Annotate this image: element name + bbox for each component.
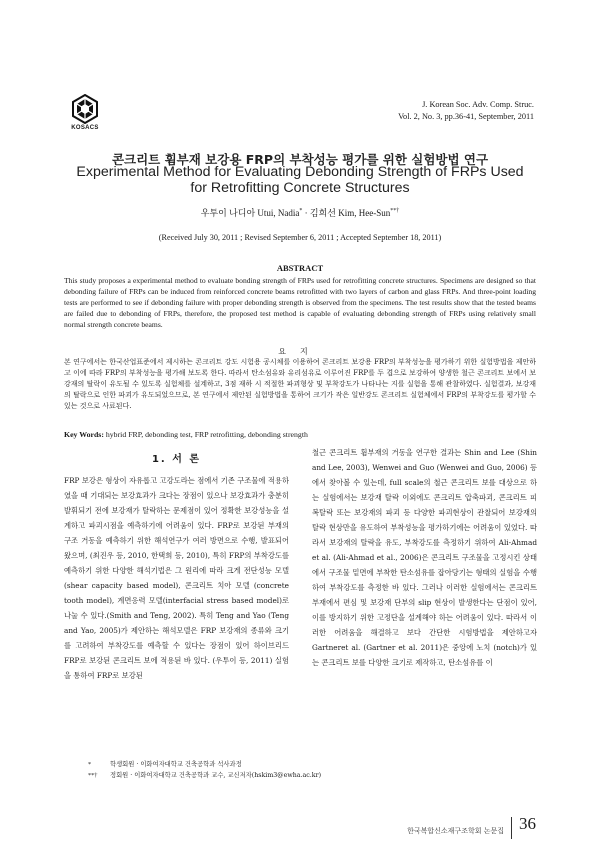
keywords-label: Key Words: — [64, 430, 104, 439]
footnote-text: 정회원 · 이화여자대학교 건축공학과 교수, 교신저자(hskim3@ewha.ac.kr) — [110, 771, 322, 779]
footnote-1 — [84, 760, 321, 771]
author-separator: · — [302, 208, 310, 218]
footnote-text: 학생회원 · 이화여자대학교 건축공학과 석사과정 — [110, 761, 242, 768]
abstract-heading: ABSTRACT — [276, 263, 324, 273]
journal-info — [398, 99, 534, 122]
author-1-mark: * — [299, 208, 303, 214]
footnote-mark: **† — [88, 771, 98, 779]
abstract-body: This study proposes a experimental method to evaluate bonding strength of FRPs used for retrofitting concrete structures. Specimens are designed so that debonding failure of FRPs can be induced from reinforced concrete beams retrofitted with two layers of carbon and glass FRPs. And three-point loading tests are performed to see if debonding failure with proper debonding strength is observed from the specimens. The test results show that the tested beams are failed due to debonding of FRPs, therefore, the proposed test method is capable of evaluating debonding strength of FRPs using relatively small normal strength concrete beams. — [64, 276, 536, 330]
footnote-2 — [84, 771, 321, 782]
logo-text: KOSACS — [71, 125, 99, 131]
yoji-heading: 요지 — [278, 347, 322, 356]
body-column-left: FRP 보강은 형상이 자유롭고 고강도라는 점에서 기존 구조물에 적용하였을 때 기대되는 보강효과가 크다는 장점이 있으나 보강효과가 충분히 발휘되기 전에 보강재가 탈락하는 문제점이 있어 정확한 보강성능을 설계하고 파괴시점을 예측하기에 어려움이 있다. FRP로 보강된 부재의 구조 거동을 예측하기 위한 해석연구가 여러 방면으로 수행, 발표되어 왔으며, (최진우 등, 2010, 한택희 등, 2010), 특히 FRP의 부착강도를 예측하기 위한 다양한 해석기법은 그 원리에 따라 크게 전단성능 모델 (shear capacity based model), 콘크리트 치아 모델 (concrete tooth model), 계면응력 모델(interfacial stress based model)로 나눌 수 있다.(Smith and Teng, 2002). 특히 Teng and Yao (Teng and Yao, 2005)가 제안하는 해석모델은 FRP 보강재의 종류와 크기를 고려하여 부착강도를 예측할 수 있다는 장점이 있어 하이브리드 FRP로 보강된 콘크리트 보에 적용된 바 있다. (우투이 등, 2011) 실험을 통하여 FRP로 보강된 — [64, 476, 289, 680]
title-korean: 콘크리트 휨부재 보강용 FRP의 부착성능 평가를 위한 실험방법 연구 — [111, 152, 489, 167]
page-number: 36 — [519, 814, 536, 833]
footer-divider — [511, 817, 512, 839]
journal-volume: Vol. 2, No. 3, pp.36-41, September, 2011 — [398, 111, 534, 121]
yoji-body: 본 연구에서는 한국산업표준에서 제시하는 콘크리트 강도 시험용 공시체를 이용하여 콘크리트 보강용 FRP의 부착성능을 평가하기 위한 실험방법을 제안하고 이에 따라 FRP의 부착성능을 평가해 보도록 한다. 따라서 탄소섬유와 유리섬유로 이루어진 FRP를 두 겹으로 보강하여 양생한 철근 콘크리트 보에서 보강재의 탈락이 유도될 수 있도록 실험체를 설계하고, 3점 재하 시 적절한 파괴형상 및 부착강도가 나타나는 지를 실험을 통해 관찰하였다. 실험결과, 보강재의 탈락으로 인한 파괴가 유도되었으므로, 본 연구에서 제안된 실험방법을 통하여 크기가 작은 일반강도 콘크리트 실험체에서 FRP의 부착강도를 평가할 수 있는 것으로 사료된다. — [64, 358, 536, 411]
kosacs-emblem-icon — [70, 94, 100, 124]
author-2: 김희선 Kim, Hee-Sun — [309, 208, 391, 218]
title-english-line1: Experimental Method for Evaluating Debonding Strength of FRPs Used — [76, 164, 524, 180]
received-dates: (Received July 30, 2011 ; Revised September 6, 2011 ; Accepted September 18, 2011) — [158, 233, 442, 242]
author-2-mark: **† — [390, 208, 400, 214]
title-english — [0, 164, 600, 196]
authors — [0, 206, 600, 219]
footnotes — [84, 760, 321, 781]
keywords-text: hybrid FRP, debonding test, FRP retrofitting, debonding strength — [103, 430, 308, 439]
keywords — [64, 429, 536, 440]
footer-journal-name: 한국복합신소재구조학회 논문집 — [407, 827, 504, 835]
journal-logo — [64, 94, 106, 131]
author-1: 우투이 나디아 Utui, Nadia — [200, 208, 300, 218]
journal-name: J. Korean Soc. Adv. Comp. Struc. — [422, 100, 534, 109]
title-english-line2: for Retrofitting Concrete Structures — [190, 180, 410, 196]
body-column-right: 철근 콘크리트 휨부재의 거동을 연구한 결과는 Shin and Lee (Shin and Lee, 2003), Wenwei and Guo (Wenwei and Guo, 2006) 등에서 찾아볼 수 있는데, full scale의 철근 콘크리트 보를 대상으로 하는 실험에서는 보강재 탈락 이외에도 콘크리트 압축파괴, 콘크리트 피복탈락 또는 보강재의 파괴 등 다양한 파괴현상이 관찰되어 보강재의 탈락 현상만을 유도하여 부착성능을 평가하기에는 어려움이 있었다. 따라서 보강재의 탈락을 유도, 부착강도를 측정하기 위하여 Ali-Ahmad et al. (Ali-Ahmad et al., 2006)은 콘크리트 구조물을 고정시킨 상태에서 구조물 밑면에 부착한 탄소섬유를 잡아당기는 형태의 실험을 수행하여 부착강도를 측정한 바 있다. 그러나 이러한 실험에서는 콘크리트 부재에서 편심 및 보강재 단부의 slip 현상이 발생한다는 단점이 있어, 이를 방지하기 위한 고정단을 설계해야 하는 어려움이 있다. 따라서 이러한 어려움을 해결하고 보다 간단한 시험방법을 제안하고자 Gartneret al. (Gartner et al. 2011)은 중앙에 노치 (notch)가 있는 콘크리트 보를 다양한 크기로 제작하고, 탄소섬유를 이 — [312, 448, 538, 667]
footnote-mark: * — [88, 761, 92, 768]
section-heading: 1. 서 론 — [151, 454, 202, 465]
